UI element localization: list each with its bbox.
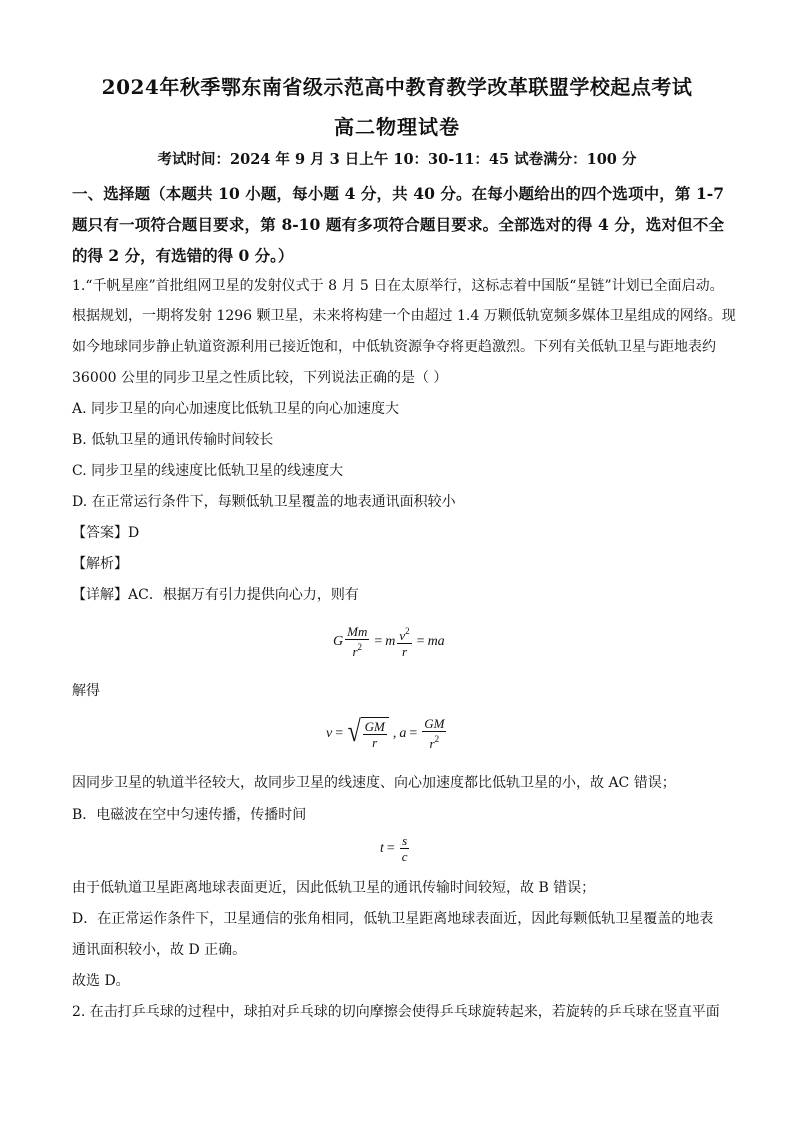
formula-symbol: t: [380, 840, 384, 856]
formula-symbol: G: [333, 633, 344, 649]
fraction-denominator: r: [401, 644, 408, 659]
equals-sign: =: [409, 725, 418, 741]
fraction: [400, 833, 410, 864]
fraction: [397, 624, 411, 659]
formula-gravitation: [333, 624, 445, 659]
fraction-denominator: [350, 640, 364, 659]
formula-time: [380, 833, 412, 864]
section-heading: 一、选择题（本题共 10 小题，每小题 4 分，共 40 分。在每小题给出的四个选项中，第 1-7 题只有一项符合题目要求，第 8-10 题有多项符合题目要求。全部选对的得 4 分，选对但不全的得 2 分，有选错的得 0 分。）: [72, 184, 724, 265]
exam-title: 2024年秋季鄂东南省级示范高中教育教学改革联盟学校起点考试: [101, 75, 693, 99]
fraction-numerator: GM: [364, 719, 385, 734]
formula-symbol: ma: [427, 633, 445, 649]
reason-ac: 因同步卫星的轨道半径较大，故同步卫星的线速度、向心加速度都比低轨卫星的小，故 AC 错误；: [72, 775, 676, 791]
equals-sign: =: [374, 633, 383, 649]
equals-sign: =: [416, 633, 425, 649]
conclusion: 故选 D。: [72, 973, 130, 989]
answer-row: [72, 523, 139, 543]
q1-stem-line-3: 如今地球同步静止轨道资源利用已接近饱和，中低轨资源争夺将更趋激烈。下列有关低轨卫星与距地表约: [72, 339, 716, 355]
answer-value: D: [128, 525, 140, 541]
fraction-numerator: s: [402, 833, 408, 848]
exam-info: 考试时间：2024 年 9 月 3 日上午 10：30-11：45 试卷满分：100 分: [157, 151, 637, 168]
solve-label: 解得: [72, 683, 100, 699]
q1-stem-line-4: 36000 公里的同步卫星之性质比较，下列说法正确的是（ ）: [72, 370, 448, 386]
formula-symbol: v: [399, 628, 406, 643]
q1-stem-line-1: 1.“千帆星座”首批组网卫星的发射仪式于 8 月 5 日在太原举行，这标志着中国版“星链”计划已全面启动。: [72, 278, 724, 294]
q1-option-a: A. 同步卫星的向心加速度比低轨卫星的向心加速度大: [72, 401, 400, 417]
formula-symbol: r: [352, 644, 358, 659]
exponent: 2: [357, 642, 363, 652]
fraction-numerator: [397, 624, 411, 644]
q1-option-b: B. 低轨卫星的通讯传输时间较长: [72, 432, 274, 448]
reason-d-line-1: D．在正常运作条件下，卫星通信的张角相同，低轨卫星距离地球表面近，因此每颗低轨卫星覆盖的地表: [72, 911, 714, 927]
comma: ,: [392, 725, 397, 741]
equals-sign: =: [386, 840, 395, 856]
analysis-tag: 【解析】: [72, 556, 128, 572]
reason-b-intro: B．电磁波在空中匀速传播，传播时间: [72, 807, 307, 823]
fraction: [345, 624, 369, 659]
formula-symbol: a: [399, 725, 407, 741]
fraction-denominator: [428, 732, 442, 751]
fraction: [363, 719, 387, 750]
fraction-denominator: r: [372, 735, 378, 750]
fraction-numerator: Mm: [347, 624, 368, 639]
radicand: [361, 717, 389, 750]
fraction-denominator: c: [401, 849, 408, 864]
fraction: [422, 716, 446, 751]
formula-symbol: m: [385, 633, 396, 649]
q1-option-c: C. 同步卫星的线速度比低轨卫星的线速度大: [72, 463, 344, 479]
square-root: [346, 717, 389, 750]
q1-option-d: D. 在正常运行条件下，每颗低轨卫星覆盖的地表通讯面积较小: [72, 494, 456, 510]
fraction-numerator: GM: [424, 716, 445, 731]
radical-sign: √: [347, 715, 361, 748]
q1-stem-line-2: 根据规划，一期将发射 1296 颗卫星，未来将构建一个由超过 1.4 万颗低轨宽频多媒体卫星组成的网络。现: [72, 308, 736, 324]
detail-intro: AC．根据万有引力提供向心力，则有: [128, 587, 359, 603]
paper-subtitle: 高二物理试卷: [334, 115, 460, 139]
q2-stem-line-1: 2. 在击打乒乓球的过程中，球拍对乒乓球的切向摩擦会使得乒乓球旋转起来，若旋转的乒乓球在竖直平面: [72, 1004, 720, 1020]
detail-row: [72, 585, 359, 605]
answer-tag: 【答案】: [72, 525, 128, 541]
detail-tag: 【详解】: [72, 587, 128, 603]
formula-symbol: r: [429, 736, 435, 751]
exponent: 2: [405, 626, 410, 636]
formula-solution: [326, 716, 448, 751]
exponent: 2: [434, 734, 440, 744]
formula-symbol: v: [326, 725, 333, 741]
reason-d-line-2: 通讯面积较小，故 D 正确。: [72, 942, 247, 958]
reason-b: 由于低轨道卫星距离地球表面更近，因此低轨卫星的通讯传输时间较短，故 B 错误；: [72, 880, 596, 896]
equals-sign: =: [335, 725, 344, 741]
